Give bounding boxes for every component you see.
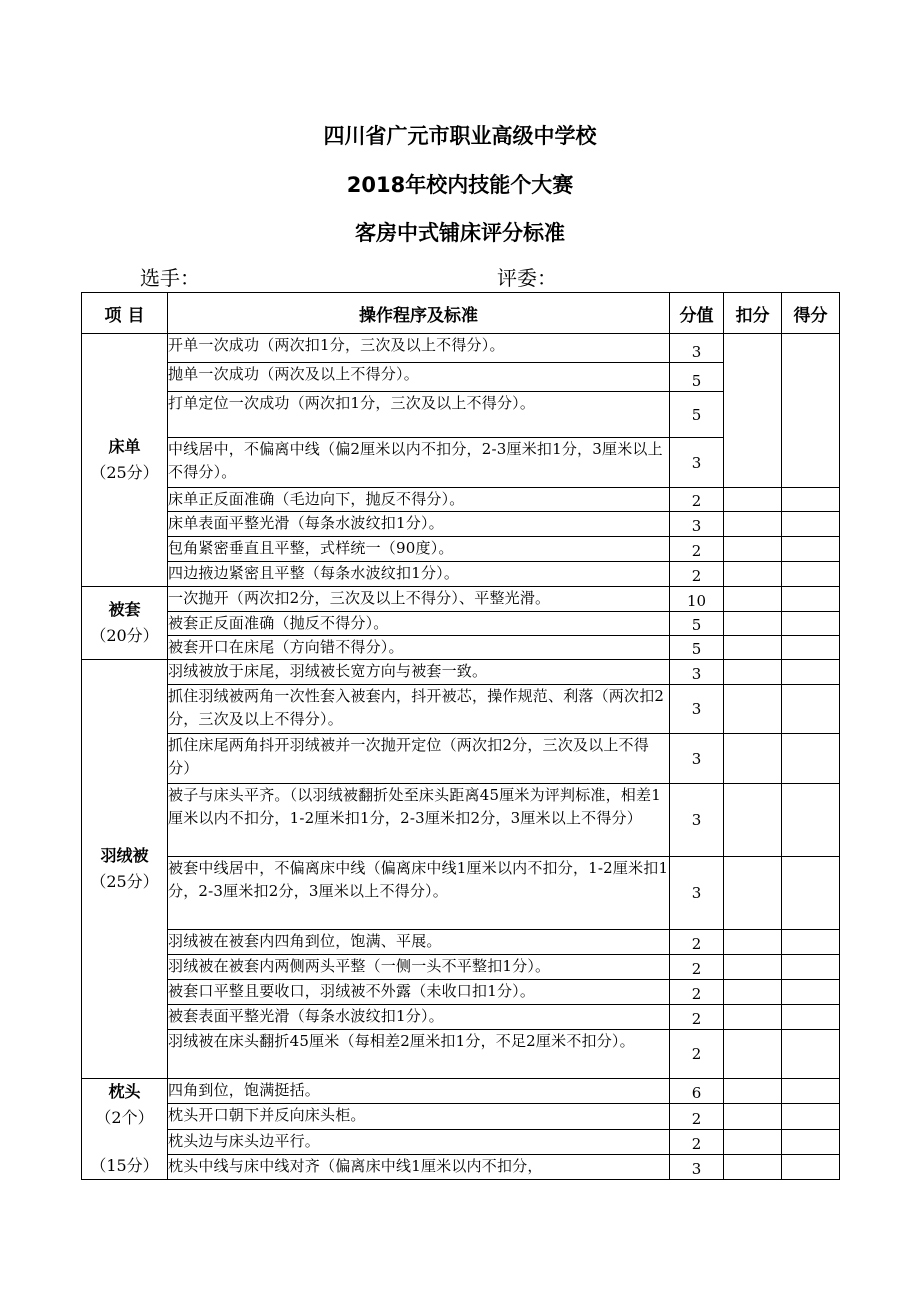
result-cell[interactable] <box>782 562 840 587</box>
score-cell: 2 <box>670 1005 724 1030</box>
result-cell[interactable] <box>782 930 840 955</box>
table-row <box>82 512 840 537</box>
criterion-cell: 抛单一次成功（两次及以上不得分）。 <box>168 363 670 392</box>
deduction-cell[interactable] <box>724 537 782 562</box>
score-cell: 3 <box>670 1154 724 1179</box>
result-cell[interactable] <box>782 1104 840 1129</box>
criterion-cell: 枕头中线与床中线对齐（偏离床中线1厘米以内不扣分， <box>168 1154 670 1179</box>
score-cell: 3 <box>670 784 724 857</box>
criterion-cell: 被套表面平整光滑（每条水波纹扣1分）。 <box>168 1005 670 1030</box>
score-cell: 3 <box>670 334 724 363</box>
deduction-cell[interactable] <box>724 488 782 512</box>
result-cell[interactable] <box>782 1079 840 1104</box>
deduction-cell[interactable] <box>724 334 782 488</box>
result-cell[interactable] <box>782 636 840 660</box>
result-cell[interactable] <box>782 734 840 784</box>
criterion-cell: 羽绒被放于床尾，羽绒被长宽方向与被套一致。 <box>168 660 670 685</box>
table-row <box>82 1104 840 1129</box>
score-cell: 5 <box>670 636 724 660</box>
score-cell: 10 <box>670 587 724 612</box>
section-points: （25分） <box>90 463 159 482</box>
criterion-cell: 一次抛开（两次扣2分，三次及以上不得分）、平整光滑。 <box>168 587 670 612</box>
criterion-cell: 抓住床尾两角抖开羽绒被并一次抛开定位（两次扣2分，三次及以上不得分） <box>168 734 670 784</box>
result-cell[interactable] <box>782 612 840 636</box>
score-cell: 2 <box>670 980 724 1005</box>
column-header-score: 分值 <box>670 293 724 334</box>
section-name: 羽绒被 <box>100 846 149 865</box>
score-cell: 2 <box>670 1129 724 1154</box>
result-cell[interactable] <box>782 334 840 488</box>
result-cell[interactable] <box>782 1154 840 1179</box>
criterion-cell: 抓住羽绒被两角一次性套入被套内，抖开被芯，操作规范、利落（两次扣2分，三次及以上不得分）。 <box>168 685 670 734</box>
score-cell: 2 <box>670 1030 724 1079</box>
section-points: （20分） <box>90 626 159 645</box>
section-name: 床单 <box>108 437 141 456</box>
deduction-cell[interactable] <box>724 685 782 734</box>
deduction-cell[interactable] <box>724 587 782 612</box>
deduction-cell[interactable] <box>724 1129 782 1154</box>
scoring-table <box>81 292 840 1180</box>
result-cell[interactable] <box>782 660 840 685</box>
criterion-cell: 羽绒被在被套内两侧两头平整（一侧一头不平整扣1分）。 <box>168 955 670 980</box>
table-row <box>82 537 840 562</box>
section-count: （2个） <box>95 1108 154 1127</box>
criterion-cell: 枕头开口朝下并反向床头柜。 <box>168 1104 670 1129</box>
column-header-deduction: 扣分 <box>724 293 782 334</box>
deduction-cell[interactable] <box>724 1104 782 1129</box>
deduction-cell[interactable] <box>724 857 782 930</box>
deduction-cell[interactable] <box>724 612 782 636</box>
table-row <box>82 784 840 857</box>
result-cell[interactable] <box>782 537 840 562</box>
deduction-cell[interactable] <box>724 512 782 537</box>
result-cell[interactable] <box>782 784 840 857</box>
criterion-cell: 打单定位一次成功（两次扣1分，三次及以上不得分）。 <box>168 392 670 438</box>
table-row <box>82 734 840 784</box>
table-row <box>82 562 840 587</box>
criterion-cell: 枕头边与床头边平行。 <box>168 1129 670 1154</box>
judge-label: 评委： <box>497 266 557 290</box>
criterion-cell: 开单一次成功（两次扣1分，三次及以上不得分）。 <box>168 334 670 363</box>
deduction-cell[interactable] <box>724 784 782 857</box>
school-title: 四川省广元市职业高级中学校 <box>323 124 597 148</box>
contest-title: 2018年校内技能个大赛 <box>346 173 574 197</box>
column-header-item: 项 目 <box>82 293 168 334</box>
table-row <box>82 1129 840 1154</box>
deduction-cell[interactable] <box>724 1154 782 1179</box>
score-cell: 3 <box>670 734 724 784</box>
result-cell[interactable] <box>782 587 840 612</box>
table-row <box>82 612 840 636</box>
deduction-cell[interactable] <box>724 980 782 1005</box>
subject-title: 客房中式铺床评分标准 <box>355 221 565 245</box>
player-label: 选手： <box>140 266 200 290</box>
section-points: （15分） <box>90 1156 159 1175</box>
result-cell[interactable] <box>782 1129 840 1154</box>
criterion-cell: 被套口平整且要收口，羽绒被不外露（未收口扣1分）。 <box>168 980 670 1005</box>
criterion-cell: 被套中线居中，不偏离床中线（偏离床中线1厘米以内不扣分，1-2厘米扣1分，2-3厘米扣2分，3厘米以上不得分）。 <box>168 857 670 930</box>
score-cell: 3 <box>670 685 724 734</box>
deduction-cell[interactable] <box>724 562 782 587</box>
score-cell: 2 <box>670 1104 724 1129</box>
score-cell: 5 <box>670 612 724 636</box>
deduction-cell[interactable] <box>724 734 782 784</box>
deduction-cell[interactable] <box>724 660 782 685</box>
score-cell: 2 <box>670 537 724 562</box>
table-row <box>82 334 840 363</box>
table-row <box>82 1030 840 1079</box>
section-bedsheet <box>82 334 168 587</box>
table-row <box>82 636 840 660</box>
result-cell[interactable] <box>782 980 840 1005</box>
table-row <box>82 930 840 955</box>
result-cell[interactable] <box>782 512 840 537</box>
score-cell: 3 <box>670 660 724 685</box>
criterion-cell: 床单表面平整光滑（每条水波纹扣1分）。 <box>168 512 670 537</box>
score-cell: 5 <box>670 392 724 438</box>
score-cell: 5 <box>670 363 724 392</box>
score-cell: 2 <box>670 488 724 512</box>
table-row <box>82 1005 840 1030</box>
criterion-cell: 包角紧密垂直且平整，式样统一（90度）。 <box>168 537 670 562</box>
section-points: （25分） <box>90 872 159 891</box>
result-cell[interactable] <box>782 685 840 734</box>
table-row <box>82 1079 840 1104</box>
section-pillow <box>82 1079 168 1180</box>
deduction-cell[interactable] <box>724 1079 782 1104</box>
result-cell[interactable] <box>782 1030 840 1079</box>
result-cell[interactable] <box>782 955 840 980</box>
deduction-cell[interactable] <box>724 636 782 660</box>
column-header-result: 得分 <box>782 293 840 334</box>
table-row <box>82 488 840 512</box>
criterion-cell: 四边掖边紧密且平整（每条水波纹扣1分）。 <box>168 562 670 587</box>
score-cell: 6 <box>670 1079 724 1104</box>
deduction-cell[interactable] <box>724 955 782 980</box>
deduction-cell[interactable] <box>724 930 782 955</box>
column-header-criteria: 操作程序及标准 <box>168 293 670 334</box>
criterion-cell: 被子与床头平齐。（以羽绒被翻折处至床头距离45厘米为评判标准，相差1厘米以内不扣分，1-2厘米扣1分，2-3厘米扣2分，3厘米以上不得分） <box>168 784 670 857</box>
result-cell[interactable] <box>782 488 840 512</box>
section-down-quilt <box>82 660 168 1079</box>
table-row <box>82 587 840 612</box>
table-row <box>82 857 840 930</box>
score-cell: 3 <box>670 512 724 537</box>
criterion-cell: 中线居中，不偏离中线（偏2厘米以内不扣分，2-3厘米扣1分，3厘米以上不得分）。 <box>168 438 670 488</box>
result-cell[interactable] <box>782 1005 840 1030</box>
score-cell: 3 <box>670 857 724 930</box>
table-row <box>82 685 840 734</box>
deduction-cell[interactable] <box>724 1030 782 1079</box>
score-cell: 2 <box>670 930 724 955</box>
table-row <box>82 955 840 980</box>
criterion-cell: 羽绒被在被套内四角到位，饱满、平展。 <box>168 930 670 955</box>
table-row <box>82 980 840 1005</box>
criterion-cell: 羽绒被在床头翻折45厘米（每相差2厘米扣1分，不足2厘米不扣分）。 <box>168 1030 670 1079</box>
section-name: 被套 <box>108 600 141 619</box>
criterion-cell: 床单正反面准确（毛边向下，抛反不得分）。 <box>168 488 670 512</box>
score-cell: 3 <box>670 438 724 488</box>
criterion-cell: 被套开口在床尾（方向错不得分）。 <box>168 636 670 660</box>
section-cover <box>82 587 168 660</box>
table-header-row <box>82 293 840 334</box>
score-cell: 2 <box>670 955 724 980</box>
result-cell[interactable] <box>782 857 840 930</box>
criterion-cell: 被套正反面准确（抛反不得分）。 <box>168 612 670 636</box>
table-row <box>82 660 840 685</box>
deduction-cell[interactable] <box>724 1005 782 1030</box>
table-row <box>82 1154 840 1179</box>
criterion-cell: 四角到位，饱满挺括。 <box>168 1079 670 1104</box>
score-cell: 2 <box>670 562 724 587</box>
section-name: 枕头 <box>108 1082 141 1101</box>
